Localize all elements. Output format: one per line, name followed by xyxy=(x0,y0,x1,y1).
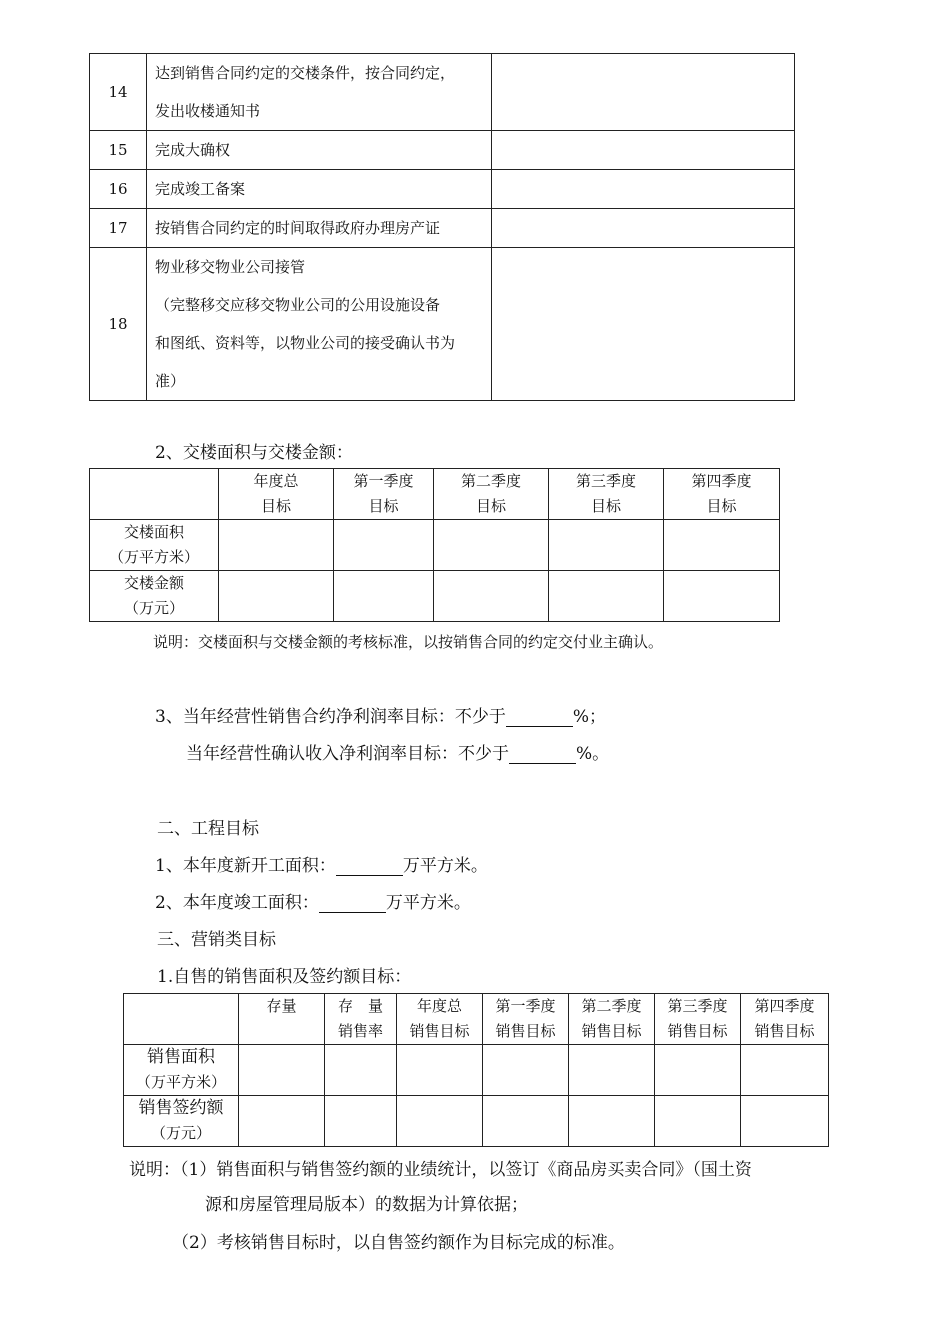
blank-cell xyxy=(664,520,780,571)
profit-rate-blank xyxy=(509,745,576,764)
blank-cell xyxy=(492,209,795,248)
column-header: 第四季度 销售目标 xyxy=(741,994,829,1045)
blank-cell xyxy=(549,520,664,571)
engineering-line-2: 2、本年度竣工面积： 万平方米。 xyxy=(155,893,471,913)
corner-cell xyxy=(90,469,219,520)
task-line: 完成大确权 xyxy=(155,141,231,159)
marketing-heading: 三、营销类目标 xyxy=(157,930,276,950)
table-row xyxy=(90,170,795,209)
table-row xyxy=(90,571,780,622)
sales-note-1-line-2: 源和房屋管理局版本）的数据为计算依据； xyxy=(205,1195,528,1215)
table-row xyxy=(124,1045,829,1096)
column-header: 第二季度 销售目标 xyxy=(569,994,655,1045)
column-header: 存 量 销售率 xyxy=(325,994,397,1045)
task-line: 和图纸、资料等，以物业公司的接受确认书为 xyxy=(155,334,456,352)
task-line: 完成竣工备案 xyxy=(155,180,246,198)
blank-cell xyxy=(325,1096,397,1147)
blank-cell xyxy=(483,1045,569,1096)
task-description xyxy=(147,170,492,209)
profit-line-1: 3、当年经营性销售合约净利润率目标：不少于 %； xyxy=(155,707,606,727)
column-header: 第一季度 销售目标 xyxy=(483,994,569,1045)
blank-cell xyxy=(483,1096,569,1147)
blank-cell xyxy=(325,1045,397,1096)
column-header: 第三季度 目标 xyxy=(549,469,664,520)
blank-cell xyxy=(492,131,795,170)
row-header: 销售面积 （万平方米） xyxy=(124,1045,239,1096)
blank-cell xyxy=(492,248,795,401)
blank-cell xyxy=(655,1096,741,1147)
blank-cell xyxy=(549,571,664,622)
task-line: 物业移交物业公司接管 xyxy=(155,258,306,276)
blank-cell xyxy=(239,1096,325,1147)
table-row xyxy=(90,54,795,131)
blank-cell xyxy=(219,520,334,571)
marketing-subheading: 1.自售的销售面积及签约额目标： xyxy=(157,967,412,987)
blank-cell xyxy=(741,1045,829,1096)
blank-cell xyxy=(397,1096,483,1147)
task-description xyxy=(147,248,492,401)
sales-note-1-line-1: 说明：（1）销售面积与销售签约额的业绩统计，以签订《商品房买卖合同》（国土资 xyxy=(129,1160,752,1180)
profit-line-2: 当年经营性确认收入净利润率目标：不少于 %。 xyxy=(186,744,610,764)
task-line: （完整移交应移交物业公司的公用设施设备 xyxy=(155,296,441,314)
area-blank xyxy=(336,857,403,876)
column-header: 第二季度 目标 xyxy=(434,469,549,520)
task-line: 按销售合同约定的时间取得政府办理房产证 xyxy=(155,219,441,237)
table-row xyxy=(90,131,795,170)
sales-targets-table xyxy=(123,993,829,1147)
task-line: 发出收楼通知书 xyxy=(155,102,261,120)
task-line: 准） xyxy=(155,372,186,390)
delivery-targets-table xyxy=(89,468,780,622)
row-header: 交楼金额 （万元） xyxy=(90,571,219,622)
column-header: 存量 xyxy=(239,994,325,1045)
row-number: 16 xyxy=(90,170,147,209)
row-number: 18 xyxy=(90,248,147,401)
blank-cell xyxy=(492,170,795,209)
table-row xyxy=(90,209,795,248)
delivery-tasks-table xyxy=(89,53,795,401)
row-number: 17 xyxy=(90,209,147,248)
engineering-heading: 二、工程目标 xyxy=(157,819,259,839)
column-header: 第三季度 销售目标 xyxy=(655,994,741,1045)
blank-cell xyxy=(334,571,434,622)
task-description xyxy=(147,54,492,131)
column-header: 年度总 销售目标 xyxy=(397,994,483,1045)
column-header: 年度总 目标 xyxy=(219,469,334,520)
delivery-note: 说明：交楼面积与交楼金额的考核标准，以按销售合同的约定交付业主确认。 xyxy=(153,633,664,651)
blank-cell xyxy=(219,571,334,622)
blank-cell xyxy=(434,571,549,622)
blank-cell xyxy=(569,1045,655,1096)
blank-cell xyxy=(664,571,780,622)
blank-cell xyxy=(397,1045,483,1096)
blank-cell xyxy=(239,1045,325,1096)
area-blank xyxy=(319,894,386,913)
sales-note-2: （2）考核销售目标时，以自售签约额作为目标完成的标准。 xyxy=(172,1233,625,1253)
task-description xyxy=(147,209,492,248)
row-header: 交楼面积 （万平方米） xyxy=(90,520,219,571)
row-header: 销售签约额 （万元） xyxy=(124,1096,239,1147)
engineering-line-1: 1、本年度新开工面积： 万平方米。 xyxy=(155,856,488,876)
table-row xyxy=(90,248,795,401)
row-number: 15 xyxy=(90,131,147,170)
table-header-row xyxy=(90,469,780,520)
column-header: 第四季度 目标 xyxy=(664,469,780,520)
profit-rate-blank xyxy=(506,708,573,727)
table-row xyxy=(90,520,780,571)
blank-cell xyxy=(569,1096,655,1147)
blank-cell xyxy=(655,1045,741,1096)
task-description xyxy=(147,131,492,170)
table-row xyxy=(124,1096,829,1147)
row-number: 14 xyxy=(90,54,147,131)
table-header-row xyxy=(124,994,829,1045)
corner-cell xyxy=(124,994,239,1045)
task-line: 达到销售合同约定的交楼条件，按合同约定， xyxy=(155,64,456,82)
blank-cell xyxy=(492,54,795,131)
blank-cell xyxy=(334,520,434,571)
delivery-heading: 2、交楼面积与交楼金额： xyxy=(155,443,353,463)
blank-cell xyxy=(741,1096,829,1147)
column-header: 第一季度 目标 xyxy=(334,469,434,520)
blank-cell xyxy=(434,520,549,571)
